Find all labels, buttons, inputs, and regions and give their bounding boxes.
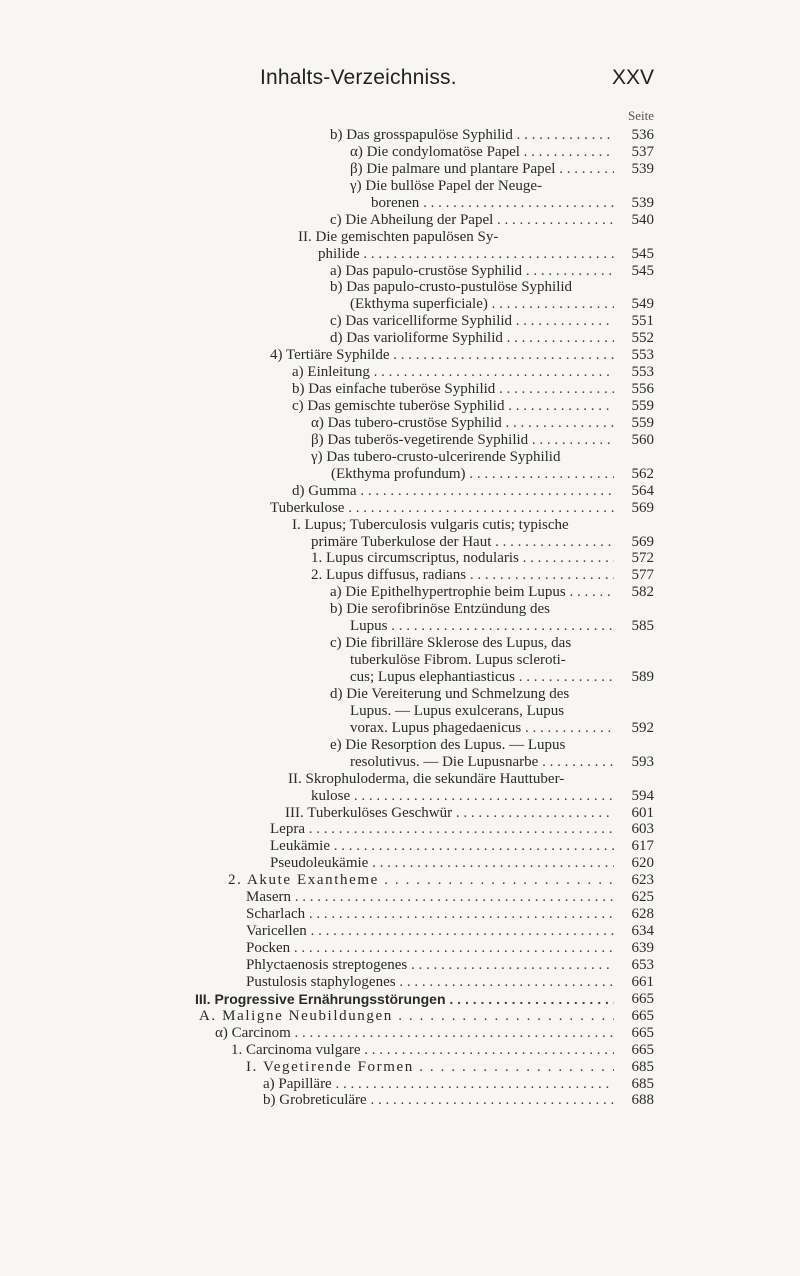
toc-entry-page: 545 (614, 246, 654, 263)
toc-entry (0, 788, 800, 805)
toc-entry (0, 821, 800, 838)
toc-entry-text: b) Grobreticuläre . . . (263, 1092, 614, 1109)
toc-entry-page: 589 (614, 669, 654, 686)
toc-entry-page: 537 (614, 144, 654, 161)
toc-entry-page: 603 (614, 821, 654, 838)
toc-entry (0, 771, 800, 788)
toc-entry-text: Lepra . . . (270, 821, 614, 838)
toc-entry-text: Varicellen . . . (246, 923, 614, 940)
toc-entry-page: 688 (614, 1092, 654, 1109)
toc-entry (0, 1092, 800, 1109)
toc-entry-text: b) Das grosspapulöse Syphilid . . . (330, 127, 614, 144)
toc-entry-page: 572 (614, 550, 654, 567)
toc-entry-text: I. Vegetirende Formen . . . (246, 1059, 614, 1076)
toc-entry (0, 703, 800, 720)
running-title: Inhalts-Verzeichniss. (260, 66, 457, 89)
toc-entry-page: 661 (614, 974, 654, 991)
toc-entry (0, 195, 800, 212)
toc-entry-page: 585 (614, 618, 654, 635)
toc-entry-page: 593 (614, 754, 654, 771)
toc-entry (0, 534, 800, 551)
toc-entry (0, 229, 800, 246)
toc-entry-page: 545 (614, 263, 654, 280)
toc-entry-text: 1. Lupus circumscriptus, nodularis . . . (311, 550, 614, 567)
toc-entry-page: 553 (614, 364, 654, 381)
toc-entry (0, 398, 800, 415)
toc-entry-text: II. Skrophuloderma, die sekundäre Hauttuber- (288, 770, 565, 787)
toc-entry-text: III. Progressive Ernährungsstörungen . . . (195, 991, 614, 1008)
toc-entry (0, 517, 800, 534)
toc-entry-text: d) Die Vereiterung und Schmelzung des (330, 685, 570, 702)
toc-entry-page: 540 (614, 212, 654, 229)
toc-entry-page: 539 (614, 161, 654, 178)
toc-entry-page: 617 (614, 838, 654, 855)
toc-entry (0, 618, 800, 635)
toc-entry-text: b) Das papulo-crusto-pustulöse Syphilid (330, 279, 573, 296)
toc-entry-page: 551 (614, 313, 654, 330)
toc-entry-text: vorax. Lupus phagedaenicus . . . (350, 720, 614, 737)
toc-entry (0, 635, 800, 652)
toc-entry-text: Leukämie . . . (270, 838, 614, 855)
toc-entry-page: 592 (614, 720, 654, 737)
toc-entry-text: philide . . . (318, 246, 614, 263)
toc-entry (0, 449, 800, 466)
toc-entry-page: 623 (614, 872, 654, 889)
toc-entry-text: tuberkulöse Fibrom. Lupus scleroti- (350, 652, 566, 669)
page-column-label: Seite (628, 108, 654, 123)
toc-entry-page: 628 (614, 906, 654, 923)
toc-entry-text: Pseudoleukämie . . . (270, 855, 614, 872)
toc-entry (0, 500, 800, 517)
toc-entry-page: 552 (614, 330, 654, 347)
toc-entry-page: 625 (614, 889, 654, 906)
toc-entry (0, 550, 800, 567)
toc-entry-text: A. Maligne Neubildungen . . . (199, 1008, 614, 1025)
toc-entry (0, 279, 800, 296)
toc-entry (0, 246, 800, 263)
toc-entry-page: 569 (614, 500, 654, 517)
toc-entry (0, 381, 800, 398)
toc-entry (0, 1008, 800, 1025)
toc-entry-text: c) Das gemischte tuberöse Syphilid . . . (292, 398, 614, 415)
toc-entry-text: e) Die Resorption des Lupus. — Lupus (330, 736, 566, 753)
toc-entry (0, 652, 800, 669)
toc-entry-text: α) Das tubero-crustöse Syphilid . . . (311, 415, 614, 432)
toc-entry-text: 2. Akute Exantheme . . . (228, 872, 614, 889)
toc-entry (0, 144, 800, 161)
table-of-contents (0, 127, 800, 1109)
toc-entry (0, 889, 800, 906)
toc-entry-text: Scharlach . . . (246, 906, 614, 923)
toc-entry-page: 665 (614, 1008, 654, 1025)
toc-entry (0, 923, 800, 940)
toc-entry (0, 1076, 800, 1093)
toc-entry-text: I. Lupus; Tuberculosis vulgaris cutis; typische (292, 516, 569, 533)
roman-page-number: XXV (611, 66, 654, 89)
toc-entry-page: 665 (614, 1025, 654, 1042)
toc-entry-page: 577 (614, 567, 654, 584)
toc-entry (0, 263, 800, 280)
toc-entry-page: 559 (614, 398, 654, 415)
toc-entry-text: a) Papilläre . . . (263, 1076, 614, 1093)
toc-entry (0, 838, 800, 855)
toc-entry (0, 313, 800, 330)
toc-entry-text: b) Das einfache tuberöse Syphilid . . . (292, 381, 614, 398)
toc-entry-text: (Ekthyma superficiale) . . . (350, 296, 614, 313)
toc-entry (0, 466, 800, 483)
toc-entry (0, 330, 800, 347)
toc-entry-text: kulose . . . (311, 788, 614, 805)
toc-entry (0, 754, 800, 771)
toc-entry-page: 536 (614, 127, 654, 144)
toc-entry-page: 562 (614, 466, 654, 483)
toc-entry-text: borenen . . . (371, 195, 614, 212)
toc-entry-text: γ) Die bullöse Papel der Neuge- (350, 177, 542, 194)
toc-entry (0, 957, 800, 974)
toc-entry-text: α) Die condylomatöse Papel . . . (350, 144, 614, 161)
toc-entry-text: a) Das papulo-crustöse Syphilid . . . (330, 263, 614, 280)
toc-entry-page: 594 (614, 788, 654, 805)
toc-entry-text: II. Die gemischten papulösen Sy- (298, 228, 499, 245)
toc-entry-text: c) Das varicelliforme Syphilid . . . (330, 313, 614, 330)
toc-entry (0, 127, 800, 144)
toc-entry (0, 483, 800, 500)
toc-entry-text: III. Tuberkulöses Geschwür . . . (285, 805, 614, 822)
toc-entry-text: b) Die serofibrinöse Entzündung des (330, 601, 550, 618)
toc-entry (0, 991, 800, 1008)
toc-entry-text: α) Carcinom . . . (215, 1025, 614, 1042)
toc-entry (0, 178, 800, 195)
toc-entry-page: 665 (614, 1042, 654, 1059)
toc-entry (0, 296, 800, 313)
toc-entry-page: 556 (614, 381, 654, 398)
toc-entry-page: 582 (614, 584, 654, 601)
page-header (260, 66, 654, 96)
toc-entry-text: 1. Carcinoma vulgare . . . (231, 1042, 614, 1059)
toc-entry-text: β) Die palmare und plantare Papel . . . (350, 161, 614, 178)
toc-entry (0, 737, 800, 754)
toc-entry-text: Pustulosis staphylogenes . . . (246, 974, 614, 991)
toc-entry-text: c) Die fibrilläre Sklerose des Lupus, das (330, 635, 572, 652)
toc-entry-text: Tuberkulose . . . (270, 500, 614, 517)
toc-entry-page: 601 (614, 805, 654, 822)
toc-entry-page: 539 (614, 195, 654, 212)
toc-entry-text: (Ekthyma profundum) . . . (331, 466, 614, 483)
toc-entry-text: γ) Das tubero-crusto-ulcerirende Syphilid (311, 448, 561, 465)
toc-entry-text: Lupus . . . (350, 618, 614, 635)
toc-entry (0, 567, 800, 584)
toc-entry-page: 553 (614, 347, 654, 364)
toc-entry-text: a) Einleitung . . . (292, 364, 614, 381)
toc-entry-page: 564 (614, 483, 654, 500)
toc-entry (0, 686, 800, 703)
toc-entry (0, 669, 800, 686)
toc-entry (0, 601, 800, 618)
toc-entry (0, 872, 800, 889)
toc-entry (0, 720, 800, 737)
toc-entry-text: 4) Tertiäre Syphilde . . . (270, 347, 614, 364)
toc-entry-text: d) Das varioliforme Syphilid . . . (330, 330, 614, 347)
toc-entry-page: 569 (614, 534, 654, 551)
toc-entry-page: 653 (614, 957, 654, 974)
toc-entry-page: 549 (614, 296, 654, 313)
toc-entry (0, 1059, 800, 1076)
toc-entry (0, 940, 800, 957)
toc-entry (0, 805, 800, 822)
toc-entry-text: β) Das tuberös-vegetirende Syphilid . . . (311, 432, 614, 449)
toc-entry-text: d) Gumma . . . (292, 483, 614, 500)
toc-entry (0, 161, 800, 178)
toc-entry (0, 415, 800, 432)
toc-entry (0, 584, 800, 601)
toc-entry-page: 620 (614, 855, 654, 872)
toc-entry-page: 559 (614, 415, 654, 432)
toc-entry (0, 347, 800, 364)
toc-entry-text: Phlyctaenosis streptogenes . . . (246, 957, 614, 974)
toc-entry-text: Lupus. — Lupus exulcerans, Lupus (350, 702, 565, 719)
toc-entry-text: Pocken . . . (246, 940, 614, 957)
toc-entry-text: c) Die Abheilung der Papel . . . (330, 212, 614, 229)
toc-entry-page: 685 (614, 1076, 654, 1093)
toc-entry-page: 685 (614, 1059, 654, 1076)
toc-entry-text: 2. Lupus diffusus, radians . . . (311, 567, 614, 584)
toc-entry (0, 974, 800, 991)
toc-entry-text: resolutivus. — Die Lupusnarbe . . . (350, 754, 614, 771)
toc-entry-page: 634 (614, 923, 654, 940)
toc-entry-text: primäre Tuberkulose der Haut . . . (311, 534, 614, 551)
toc-entry-text: a) Die Epithelhypertrophie beim Lupus . . . (330, 584, 614, 601)
toc-entry-page: 560 (614, 432, 654, 449)
toc-entry (0, 906, 800, 923)
toc-entry (0, 432, 800, 449)
toc-entry (0, 1042, 800, 1059)
toc-entry (0, 364, 800, 381)
toc-entry (0, 212, 800, 229)
toc-entry (0, 1025, 800, 1042)
toc-entry-text: Masern . . . (246, 889, 614, 906)
toc-entry-page: 665 (614, 991, 654, 1008)
toc-entry-text: cus; Lupus elephantiasticus . . . (350, 669, 614, 686)
toc-entry-page: 639 (614, 940, 654, 957)
toc-entry (0, 855, 800, 872)
